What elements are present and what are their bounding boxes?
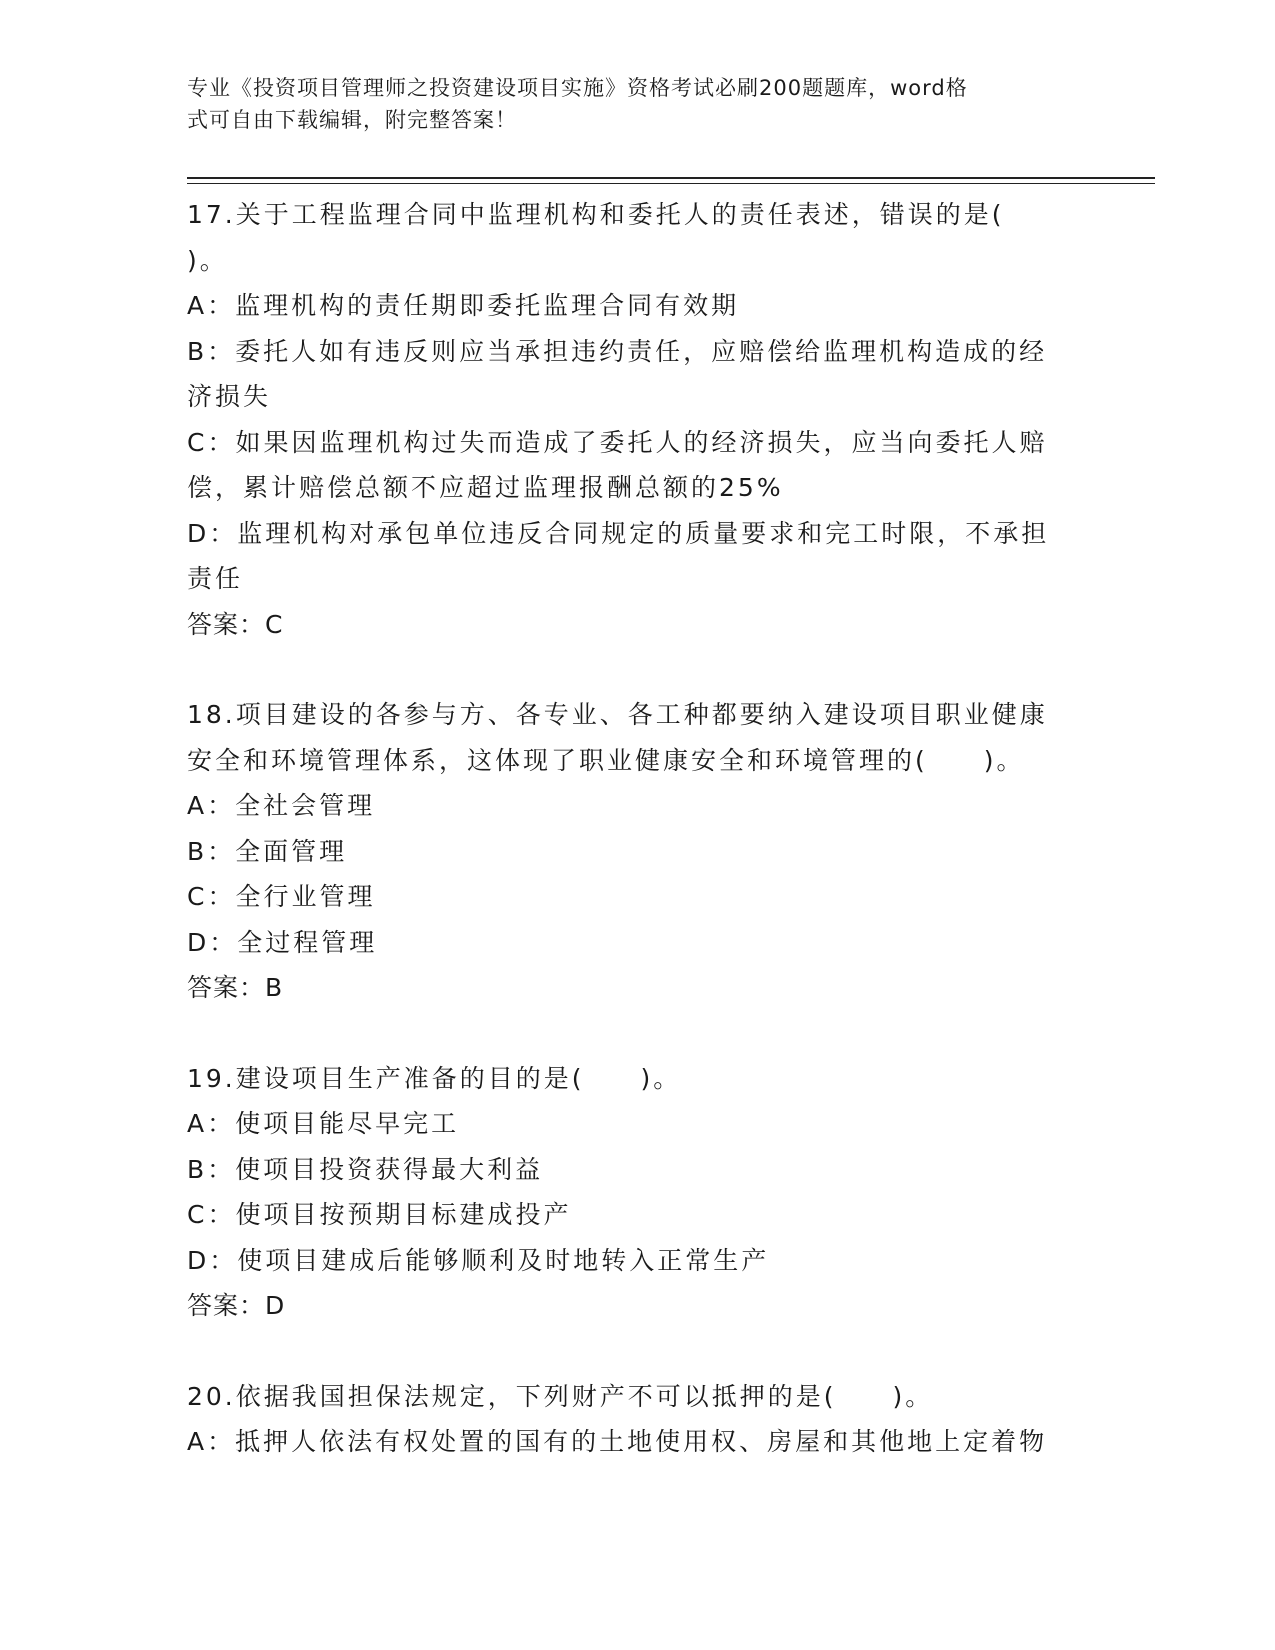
question-stem: 20.依据我国担保法规定，下列财产不可以抵押的是( )。 xyxy=(187,1381,934,1411)
question-spacer xyxy=(187,1329,1087,1374)
question-spacer xyxy=(187,1011,1087,1056)
option-d: D：全过程管理 xyxy=(187,927,378,957)
question-19 xyxy=(187,1056,1087,1329)
header-divider-thick xyxy=(187,177,1155,179)
document-header xyxy=(187,72,1067,136)
header-line-1: 专业《投资项目管理师之投资建设项目实施》资格考试必刷200题题库，word格 xyxy=(187,76,968,100)
question-list xyxy=(187,192,1087,1465)
option-a: A：监理机构的责任期即委托监理合同有效期 xyxy=(187,291,740,320)
answer: 答案：D xyxy=(187,1291,286,1320)
question-20 xyxy=(187,1374,1087,1465)
option-c: C：全行业管理 xyxy=(187,882,376,911)
answer: 答案：B xyxy=(187,973,284,1002)
option-d: D：监理机构对承包单位违反合同规定的质量要求和完工时限，不承担 xyxy=(187,518,1050,548)
option-d: D：使项目建成后能够顺利及时地转入正常生产 xyxy=(187,1245,770,1275)
option-b: B：使项目投资获得最大利益 xyxy=(187,1154,544,1184)
option-c: C：使项目按预期目标建成投产 xyxy=(187,1200,572,1229)
question-stem: 17.关于工程监理合同中监理机构和委托人的责任表述，错误的是( xyxy=(187,200,1005,229)
option-a: A：使项目能尽早完工 xyxy=(187,1109,460,1138)
option-a: A：抵押人依法有权处置的国有的土地使用权、房屋和其他地上定着物 xyxy=(187,1427,1048,1456)
question-spacer xyxy=(187,647,1087,692)
header-line-2: 式可自由下载编辑，附完整答案！ xyxy=(187,108,517,132)
question-stem: 18.项目建设的各参与方、各专业、各工种都要纳入建设项目职业健康 xyxy=(187,700,1048,729)
question-stem: 安全和环境管理体系，这体现了职业健康安全和环境管理的( )。 xyxy=(187,745,1025,775)
option-c-continued: 偿，累计赔偿总额不应超过监理报酬总额的25% xyxy=(187,473,784,502)
option-d-continued: 责任 xyxy=(187,564,244,593)
question-17 xyxy=(187,192,1087,647)
question-stem: 19.建设项目生产准备的目的是( )。 xyxy=(187,1063,682,1093)
header-divider-thin xyxy=(187,183,1155,184)
question-stem: )。 xyxy=(187,245,228,275)
question-18 xyxy=(187,692,1087,1011)
option-b: B：全面管理 xyxy=(187,836,348,866)
option-b: B：委托人如有违反则应当承担违约责任，应赔偿给监理机构造成的经 xyxy=(187,336,1048,366)
option-c: C：如果因监理机构过失而造成了委托人的经济损失，应当向委托人赔 xyxy=(187,427,1048,457)
option-a: A：全社会管理 xyxy=(187,791,376,820)
option-b-continued: 济损失 xyxy=(187,382,272,411)
answer: 答案：C xyxy=(187,609,284,639)
